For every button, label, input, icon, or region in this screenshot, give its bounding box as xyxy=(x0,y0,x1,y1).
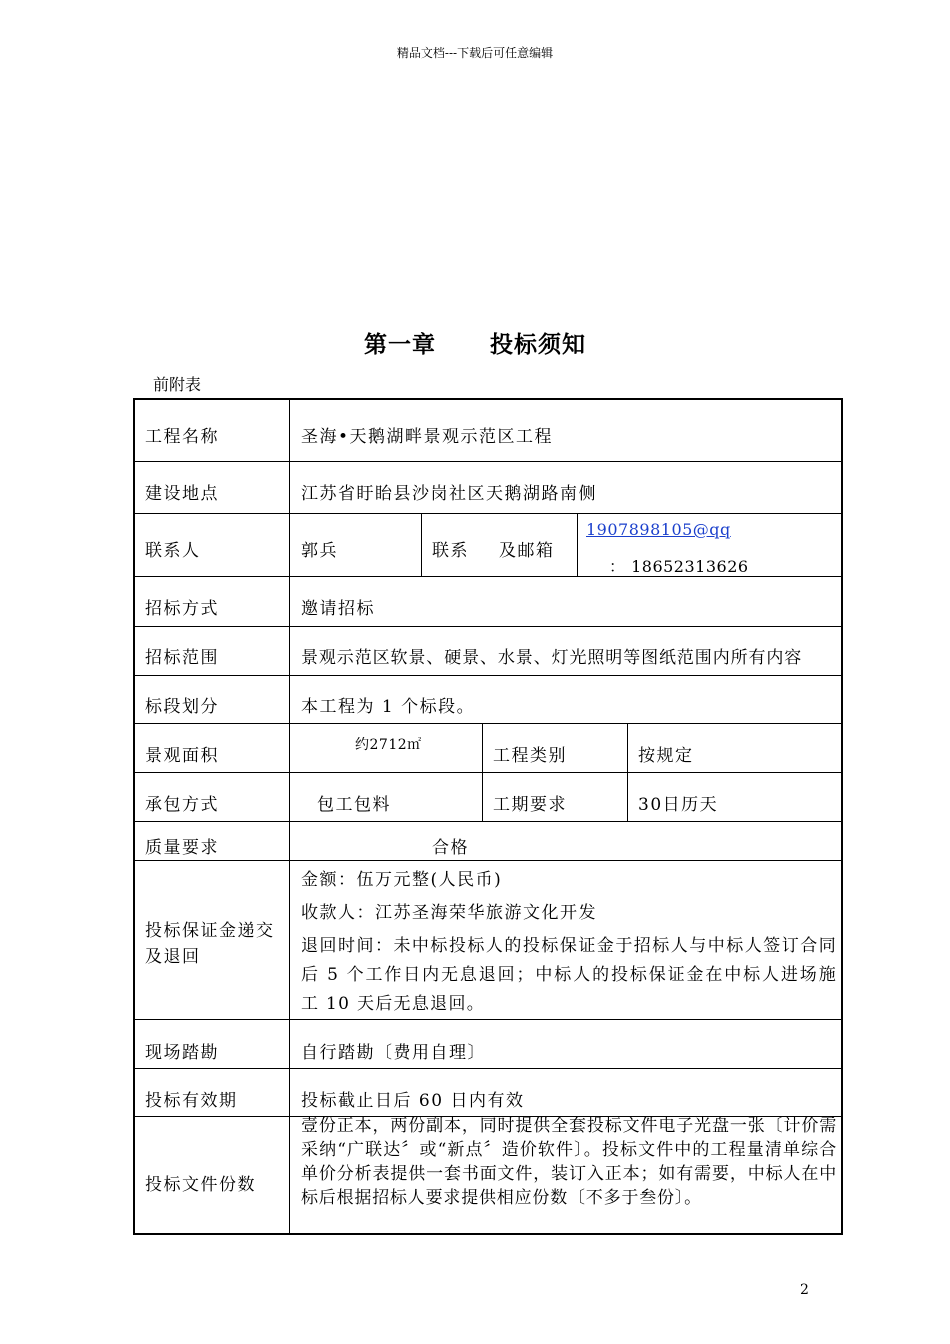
chapter-number: 第一章 xyxy=(364,331,436,358)
deposit-label-line1: 投标保证金递交 xyxy=(145,921,275,941)
validity-label: 投标有效期 xyxy=(145,1091,238,1111)
bid-info-table xyxy=(133,398,843,1235)
deposit-payee: 收款人：江苏圣海荣华旅游文化开发 xyxy=(301,903,597,923)
site-visit-value: 自行踏勘〔费用自理〕 xyxy=(301,1043,486,1063)
method-label: 招标方式 xyxy=(145,599,219,619)
project-name-value: 圣海•天鹅湖畔景观示范区工程 xyxy=(301,427,554,447)
deposit-refund: 退回时间：未中标投标人的投标保证金于招标人与中标人签订合同后 5 个工作日内无息退回；中标人的投标保证金在中标人进场施工 10 天后无息退回。 xyxy=(301,936,837,1014)
copies-value: 壹份正本，两份副本，同时提供全套投标文件电子光盘一张〔计价需采纳“广联达〞或“新点〞造价软件〕。投标文件中的工程量清单综合单价分析表提供一套书面文件，装订入正本；如有需要，中标人在中标后根据招标人要求提供相应份数〔不多于叁份〕。 xyxy=(301,1116,837,1208)
preface-label: 前附表 xyxy=(153,375,202,394)
contract-value: 包工包料 xyxy=(317,795,391,815)
period-label: 工期要求 xyxy=(493,795,567,815)
location-label: 建设地点 xyxy=(145,484,219,504)
contact-email-link[interactable]: 1907898105@qq xyxy=(586,520,731,539)
period-value: 30日历天 xyxy=(638,795,719,815)
contact-phone: ： 18652313626 xyxy=(609,557,749,576)
site-visit-label: 现场踏勘 xyxy=(145,1043,219,1063)
page-header: 精品文档---下载后可任意编辑 xyxy=(396,46,554,60)
sections-label: 标段划分 xyxy=(145,697,219,717)
type-value: 按规定 xyxy=(638,746,694,766)
contract-label: 承包方式 xyxy=(145,795,219,815)
contact-label: 联系人 xyxy=(145,541,201,561)
copies-label: 投标文件份数 xyxy=(145,1175,256,1195)
area-value: 约2712㎡ xyxy=(355,737,422,753)
chapter-name: 投标须知 xyxy=(490,331,586,358)
chapter-title xyxy=(0,326,950,359)
area-label: 景观面积 xyxy=(145,746,219,766)
contact-phone-label-b: 及邮箱 xyxy=(499,541,555,561)
contact-name: 郭兵 xyxy=(301,541,338,561)
deposit-amount: 金额：伍万元整(人民币) xyxy=(301,870,503,890)
quality-label: 质量要求 xyxy=(145,838,219,858)
page-number: 2 xyxy=(800,1282,809,1298)
quality-value: 合格 xyxy=(432,838,469,858)
type-label: 工程类别 xyxy=(493,746,567,766)
method-value: 邀请招标 xyxy=(301,599,375,619)
deposit-label-line2: 及退回 xyxy=(145,947,201,967)
location-value: 江苏省盱眙县沙岗社区天鹅湖路南侧 xyxy=(301,484,597,504)
sections-value: 本工程为 1 个标段。 xyxy=(301,697,476,717)
contact-phone-label-a: 联系 xyxy=(432,541,469,561)
scope-label: 招标范围 xyxy=(145,648,219,668)
project-name-label: 工程名称 xyxy=(145,427,219,447)
validity-value: 投标截止日后 60 日内有效 xyxy=(301,1091,525,1111)
scope-value: 景观示范区软景、硬景、水景、灯光照明等图纸范围内所有内容 xyxy=(301,648,803,668)
